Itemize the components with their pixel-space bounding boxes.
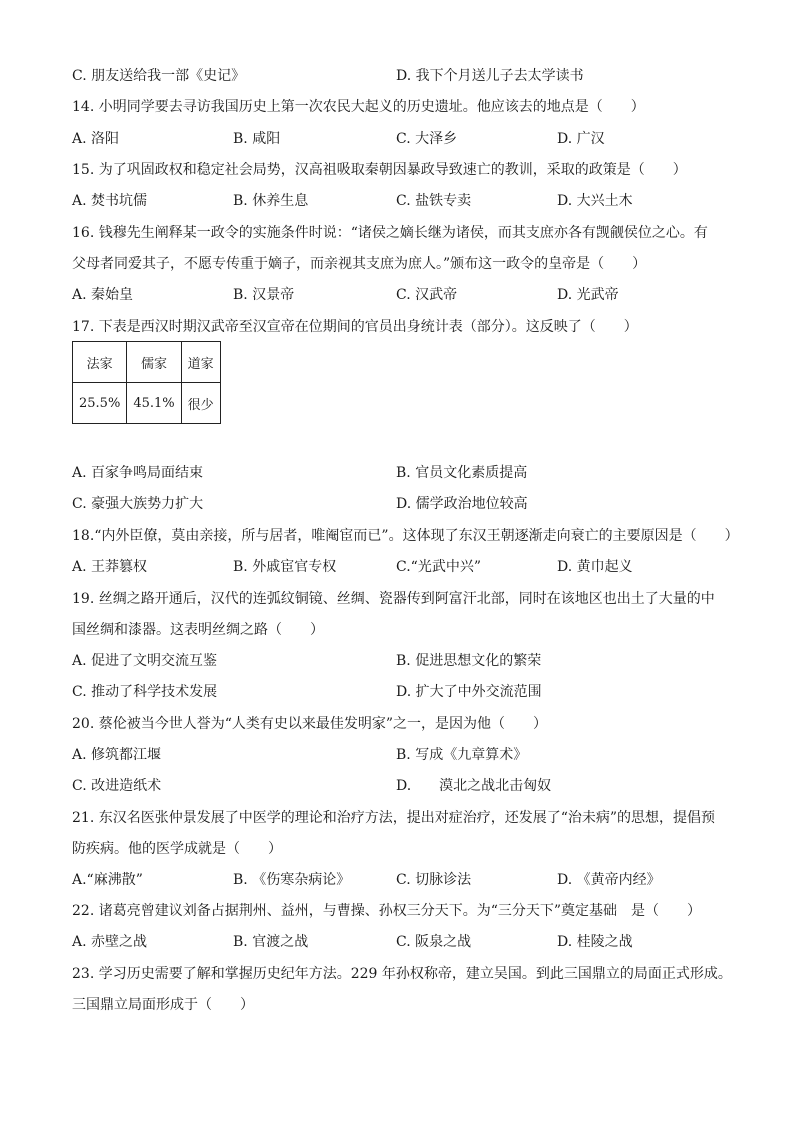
q16-option-a[interactable]: A. 秦始皇 (72, 287, 134, 303)
q21-option-a[interactable]: A.“麻沸散” (72, 872, 143, 888)
q13-option-d[interactable]: D. 我下个月送儿子去太学读书 (396, 68, 584, 84)
q22-option-d[interactable]: D. 桂陵之战 (557, 934, 633, 950)
q22-stem: 22. 诸葛亮曾建议刘备占据荆州、益州，与曹操、孙权三分天下。为“三分天下”奠定基础 是（ ） (72, 903, 702, 919)
q19-option-a[interactable]: A. 促进了文明交流互鉴 (72, 653, 218, 669)
table-header-cell: 法家 (73, 342, 127, 383)
q16-stem-line1: 16. 钱穆先生阐释某一政令的实施条件时说：“诸侯之嫡长继为诸侯，而其支庶亦各有觊觎侯位之心。有 (72, 225, 708, 241)
q14-stem: 14. 小明同学要去寻访我国历史上第一次农民大起义的历史遗址。他应该去的地点是（ ） (72, 99, 645, 115)
q21-stem-line2: 防疾病。他的医学成就是（ ） (72, 841, 282, 857)
q16-stem-line2: 父母者同爱其子，不愿专传重于嫡子，而亲视其支庶为庶人。”颁布这一政令的皇帝是（ ） (72, 256, 647, 272)
table-header-row (73, 342, 221, 383)
q20-option-b[interactable]: B. 写成《九章算术》 (396, 747, 528, 763)
q21-option-c[interactable]: C. 切脉诊法 (396, 872, 472, 888)
q16-option-c[interactable]: C. 汉武帝 (396, 287, 458, 303)
table-header-cell: 儒家 (127, 342, 181, 383)
q15-option-b[interactable]: B. 休养生息 (233, 193, 309, 209)
q14-option-a[interactable]: A. 洛阳 (72, 131, 120, 147)
table-cell: 很少 (181, 383, 220, 424)
q14-option-b[interactable]: B. 咸阳 (233, 131, 281, 147)
table-cell: 45.1% (127, 383, 181, 424)
q18-option-a[interactable]: A. 王莽篡权 (72, 559, 148, 575)
q19-option-c[interactable]: C. 推动了科学技术发展 (72, 684, 218, 700)
q18-option-d[interactable]: D. 黄巾起义 (557, 559, 633, 575)
q21-option-d[interactable]: D. 《黄帝内经》 (557, 872, 661, 888)
q15-option-c[interactable]: C. 盐铁专卖 (396, 193, 472, 209)
q15-option-d[interactable]: D. 大兴土木 (557, 193, 633, 209)
q22-option-a[interactable]: A. 赤壁之战 (72, 934, 148, 950)
q17-stem: 17. 下表是西汉时期汉武帝至汉宣帝在位期间的官员出身统计表（部分）。这反映了（ ） (72, 319, 638, 335)
q20-option-d[interactable]: D. 漠北之战北击匈奴 (396, 778, 552, 794)
q19-option-b[interactable]: B. 促进思想文化的繁荣 (396, 653, 542, 669)
q14-option-c[interactable]: C. 大泽乡 (396, 131, 458, 147)
q17-option-d[interactable]: D. 儒学政治地位较高 (396, 496, 528, 512)
table-row (73, 383, 221, 424)
q20-option-c[interactable]: C. 改进造纸术 (72, 778, 162, 794)
table-cell: 25.5% (73, 383, 127, 424)
q16-option-b[interactable]: B. 汉景帝 (233, 287, 295, 303)
table-header-cell: 道家 (181, 342, 220, 383)
q19-stem-line2: 国丝绸和漆器。这表明丝绸之路（ ） (72, 622, 324, 638)
q17-option-a[interactable]: A. 百家争鸣局面结束 (72, 465, 204, 481)
q23-stem-line2: 三国鼎立局面形成于（ ） (72, 997, 254, 1013)
q20-stem: 20. 蔡伦被当今世人誉为“人类有史以来最佳发明家”之一，是因为他（ ） (72, 716, 548, 732)
q18-stem: 18.“内外臣僚，莫由亲接，所与居者，唯阉宦而已”。这体现了东汉王朝逐渐走向衰亡的主要原因是（ ） (72, 528, 739, 544)
q19-option-d[interactable]: D. 扩大了中外交流范围 (396, 684, 542, 700)
q22-option-c[interactable]: C. 阪泉之战 (396, 934, 472, 950)
q22-option-b[interactable]: B. 官渡之战 (233, 934, 309, 950)
q14-option-d[interactable]: D. 广汉 (557, 131, 605, 147)
q16-option-d[interactable]: D. 光武帝 (557, 287, 619, 303)
q15-option-a[interactable]: A. 焚书坑儒 (72, 193, 148, 209)
q20-option-a[interactable]: A. 修筑都江堰 (72, 747, 162, 763)
q18-option-b[interactable]: B. 外戚宦官专权 (233, 559, 337, 575)
q15-stem: 15. 为了巩固政权和稳定社会局势，汉高祖吸取秦朝因暴政导致速亡的教训，采取的政策是（ ） (72, 162, 687, 178)
q18-option-c[interactable]: C.“光武中兴” (396, 559, 481, 575)
q17-option-b[interactable]: B. 官员文化素质提高 (396, 465, 528, 481)
official-origin-table (72, 341, 221, 424)
q19-stem-line1: 19. 丝绸之路开通后，汉代的连弧纹铜镜、丝绸、瓷器传到阿富汗北部，同时在该地区也出土了大量的中 (72, 591, 715, 607)
q17-option-c[interactable]: C. 豪强大族势力扩大 (72, 496, 204, 512)
q23-stem-line1: 23. 学习历史需要了解和掌握历史纪年方法。229 年孙权称帝，建立吴国。到此三国鼎立的局面正式形成。 (72, 966, 732, 982)
q13-option-c[interactable]: C. 朋友送给我一部《史记》 (72, 68, 246, 84)
q21-option-b[interactable]: B. 《伤寒杂病论》 (233, 872, 351, 888)
q21-stem-line1: 21. 东汉名医张仲景发展了中医学的理论和治疗方法，提出对症治疗，还发展了“治未病”的思想，提倡预 (72, 810, 716, 826)
